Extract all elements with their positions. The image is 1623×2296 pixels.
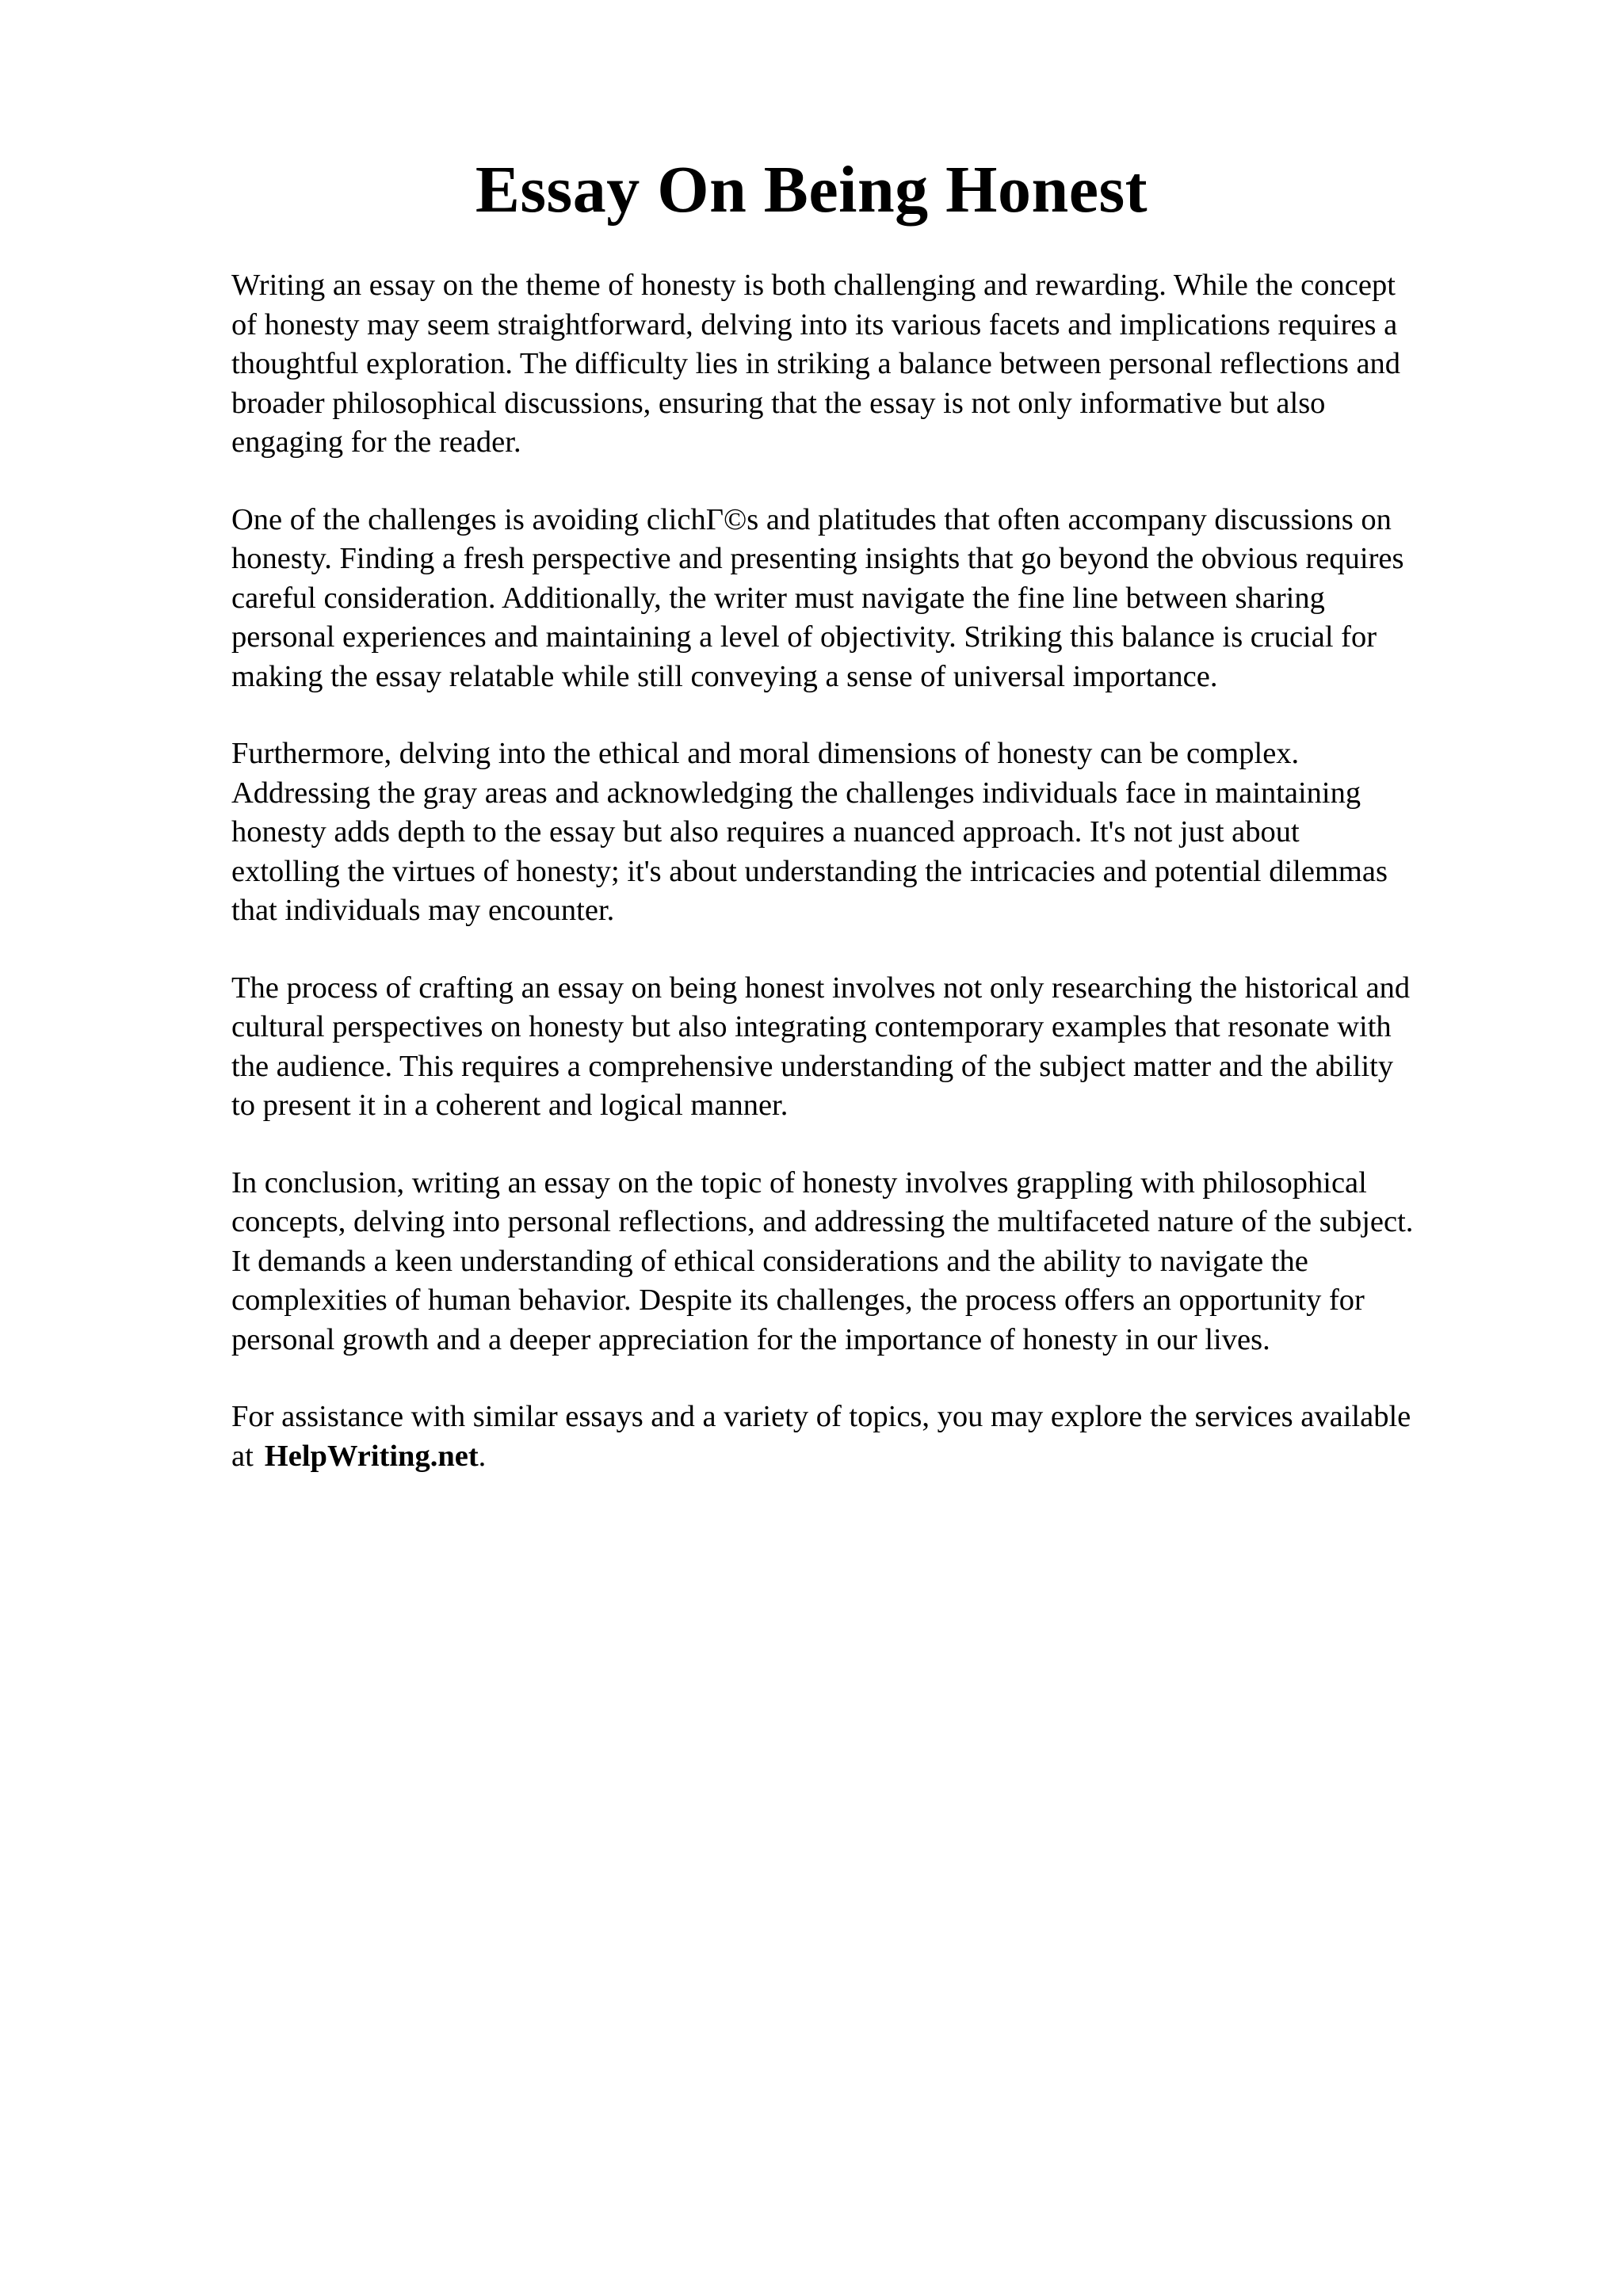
paragraph-4	[231, 969, 1515, 1126]
paragraph-line: of honesty may seem straightforward, delving into its various facets and implications requires a	[231, 307, 1398, 341]
paragraph-line: broader philosophical discussions, ensuring that the essay is not only informative but also	[231, 386, 1326, 420]
paragraph-line: It demands a keen understanding of ethical considerations and the ability to navigate the	[231, 1244, 1308, 1278]
paragraph-2	[231, 501, 1515, 697]
paragraph-line: complexities of human behavior. Despite its challenges, the process offers an opportunity for	[231, 1283, 1365, 1317]
paragraph-line: the audience. This requires a comprehensive understanding of the subject matter and the ability	[231, 1049, 1394, 1083]
closing-link-line	[231, 1437, 1515, 1477]
closing-paragraph	[231, 1398, 1515, 1476]
paragraph-line: thoughtful exploration. The difficulty lies in striking a balance between personal reflections and	[231, 347, 1401, 380]
paragraph-5	[231, 1164, 1515, 1360]
helpwriting-link[interactable]: HelpWriting.net	[264, 1439, 479, 1473]
paragraph-line: concepts, delving into personal reflections, and addressing the multifaceted nature of the subject.	[231, 1205, 1414, 1238]
paragraph-line: extolling the virtues of honesty; it's about understanding the intricacies and potential dilemmas	[231, 854, 1388, 888]
paragraph-1	[231, 266, 1515, 463]
paragraph-line: personal growth and a deeper appreciation for the importance of honesty in our lives.	[231, 1322, 1270, 1356]
paragraph-line: honesty adds depth to the essay but also requires a nuanced approach. It's not just about	[231, 815, 1300, 849]
paragraph-3	[231, 734, 1515, 931]
paragraph-line: For assistance with similar essays and a variety of topics, you may explore the services available	[231, 1400, 1411, 1433]
essay-body	[231, 266, 1515, 1514]
paragraph-line: to present it in a coherent and logical manner.	[231, 1089, 789, 1122]
paragraph-line: Furthermore, delving into the ethical and moral dimensions of honesty can be complex.	[231, 737, 1300, 770]
paragraph-line: Writing an essay on the theme of honesty is both challenging and rewarding. While the concept	[231, 269, 1396, 302]
paragraph-line: The process of crafting an essay on being honest involves not only researching the historical and	[231, 971, 1411, 1005]
paragraph-line: careful consideration. Additionally, the writer must navigate the fine line between sharing	[231, 581, 1325, 615]
closing-prefix: at	[231, 1439, 254, 1473]
page-title: Essay On Being Honest	[475, 153, 1148, 227]
paragraph-line: engaging for the reader.	[231, 425, 521, 459]
paragraph-line: personal experiences and maintaining a level of objectivity. Striking this balance is crucial for	[231, 620, 1377, 654]
paragraph-line: In conclusion, writing an essay on the topic of honesty involves grappling with philosophical	[231, 1165, 1367, 1199]
paragraph-line: that individuals may encounter.	[231, 894, 615, 927]
paragraph-line: honesty. Finding a fresh perspective and presenting insights that go beyond the obvious requires	[231, 542, 1404, 575]
closing-suffix: .	[478, 1439, 487, 1473]
paragraph-line: cultural perspectives on honesty but also integrating contemporary examples that resonate with	[231, 1010, 1392, 1043]
paragraph-line: making the essay relatable while still conveying a sense of universal importance.	[231, 659, 1218, 693]
paragraph-line: Addressing the gray areas and acknowledging the challenges individuals face in maintaining	[231, 776, 1361, 810]
paragraph-line: One of the challenges is avoiding clichΓ©s and platitudes that often accompany discussions on	[231, 502, 1392, 536]
